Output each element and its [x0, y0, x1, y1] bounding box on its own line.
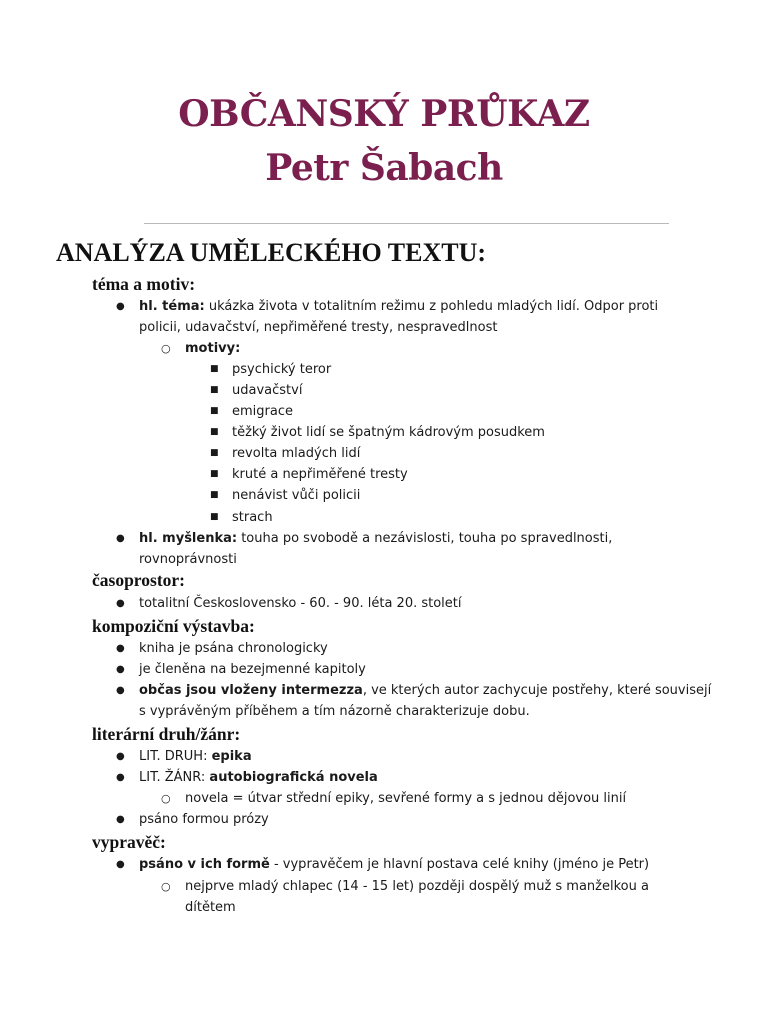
document-author: Petr Šabach [265, 147, 503, 189]
square-marker: ■ [210, 512, 219, 522]
bullet-marker: ● [116, 301, 125, 312]
square-marker: ■ [210, 448, 219, 458]
myslenka-text: touha po svobodě a nezávislosti, touha po spravedlnosti, [237, 531, 613, 546]
list-item-motivy [161, 338, 241, 359]
motiv-item: ■ udavačství [232, 380, 302, 401]
list-item-vypravec-sub: ○ nejprve mladý chlapec (14 - 15 let) později dospělý muž s manželkou a [185, 876, 649, 897]
myslenka-label: hl. myšlenka: [139, 531, 238, 546]
horizontal-divider [144, 223, 669, 224]
list-item-vypravec-sub-cont: dítětem [185, 900, 236, 915]
bullet-marker: ● [116, 533, 125, 544]
bullet-marker: ● [116, 598, 125, 609]
motiv-item: ■ emigrace [232, 401, 293, 422]
list-item-myslenka [116, 528, 613, 549]
hl-tema-text: ukázka života v totalitním režimu z pohledu mladých lidí. Odpor proti [204, 299, 659, 314]
list-item-vypravec: ● psáno v ich formě - vypravěčem je hlavní postava celé knihy (jméno je Petr) [139, 854, 649, 875]
list-item-kompozice: ● kniha je psána chronologicky [139, 638, 328, 659]
motiv-item: ■ kruté a nepřiměřené tresty [232, 464, 408, 485]
list-item-hl-tema [116, 296, 659, 317]
bullet-marker: ● [116, 664, 125, 675]
section-vypravec-heading: vypravěč: [92, 832, 166, 852]
motivy-label: motivy: [185, 341, 241, 356]
list-item-proza: ● psáno formou prózy [139, 809, 269, 830]
bullet-marker: ● [116, 643, 125, 654]
list-item-kompozice-cont: s vyprávěným příběhem a tím názorně charakterizuje dobu. [139, 704, 530, 719]
motiv-item: ■ nenávist vůči policii [232, 485, 360, 506]
motiv-item: ■ psychický teror [232, 359, 331, 380]
section-kompozice-heading: kompoziční výstavba: [92, 616, 255, 636]
circle-marker: ○ [161, 792, 171, 805]
document-title: OBČANSKÝ PRŮKAZ [178, 93, 590, 135]
square-marker: ■ [210, 490, 219, 500]
square-marker: ■ [210, 385, 219, 395]
circle-marker: ○ [161, 880, 171, 893]
square-marker: ■ [210, 469, 219, 479]
hl-tema-label: hl. téma: [139, 299, 205, 314]
list-item-kompozice: ● je členěna na bezejmenné kapitoly [139, 659, 366, 680]
square-marker: ■ [210, 406, 219, 416]
motiv-item: ■ těžký život lidí se špatným kádrovým posudkem [232, 422, 545, 443]
list-item-casoprostor: ● totalitní Československo - 60. - 90. léta 20. století [139, 593, 462, 614]
list-item-zanr: ● LIT. ŽÁNR: autobiografická novela [139, 767, 378, 788]
main-heading: ANALÝZA UMĚLECKÉHO TEXTU: [56, 238, 487, 267]
section-tema-heading: téma a motiv: [92, 274, 196, 294]
list-item-druh: ● LIT. DRUH: epika [139, 746, 252, 767]
bullet-marker: ● [116, 859, 125, 870]
motiv-item: ■ revolta mladých lidí [232, 443, 360, 464]
list-item-kompozice: ● občas jsou vloženy intermezza, ve kterých autor zachycuje postřehy, které souvisejí [139, 680, 711, 701]
motiv-item: ■ strach [232, 507, 273, 528]
square-marker: ■ [210, 364, 219, 374]
bullet-marker: ● [116, 751, 125, 762]
circle-marker: ○ [161, 342, 171, 355]
list-item-novela-def: ○ novela = útvar střední epiky, sevřené formy a s jednou dějovou linií [185, 788, 626, 809]
section-druh-heading: literární druh/žánr: [92, 724, 241, 744]
bullet-marker: ● [116, 772, 125, 783]
square-marker: ■ [210, 427, 219, 437]
section-casoprostor-heading: časoprostor: [92, 570, 185, 590]
bullet-marker: ● [116, 814, 125, 825]
list-item-myslenka-cont: rovnoprávnosti [139, 552, 237, 567]
list-item-hl-tema-cont: policii, udavačství, nepřiměřené tresty, nespravedlnost [139, 320, 498, 335]
bullet-marker: ● [116, 685, 125, 696]
